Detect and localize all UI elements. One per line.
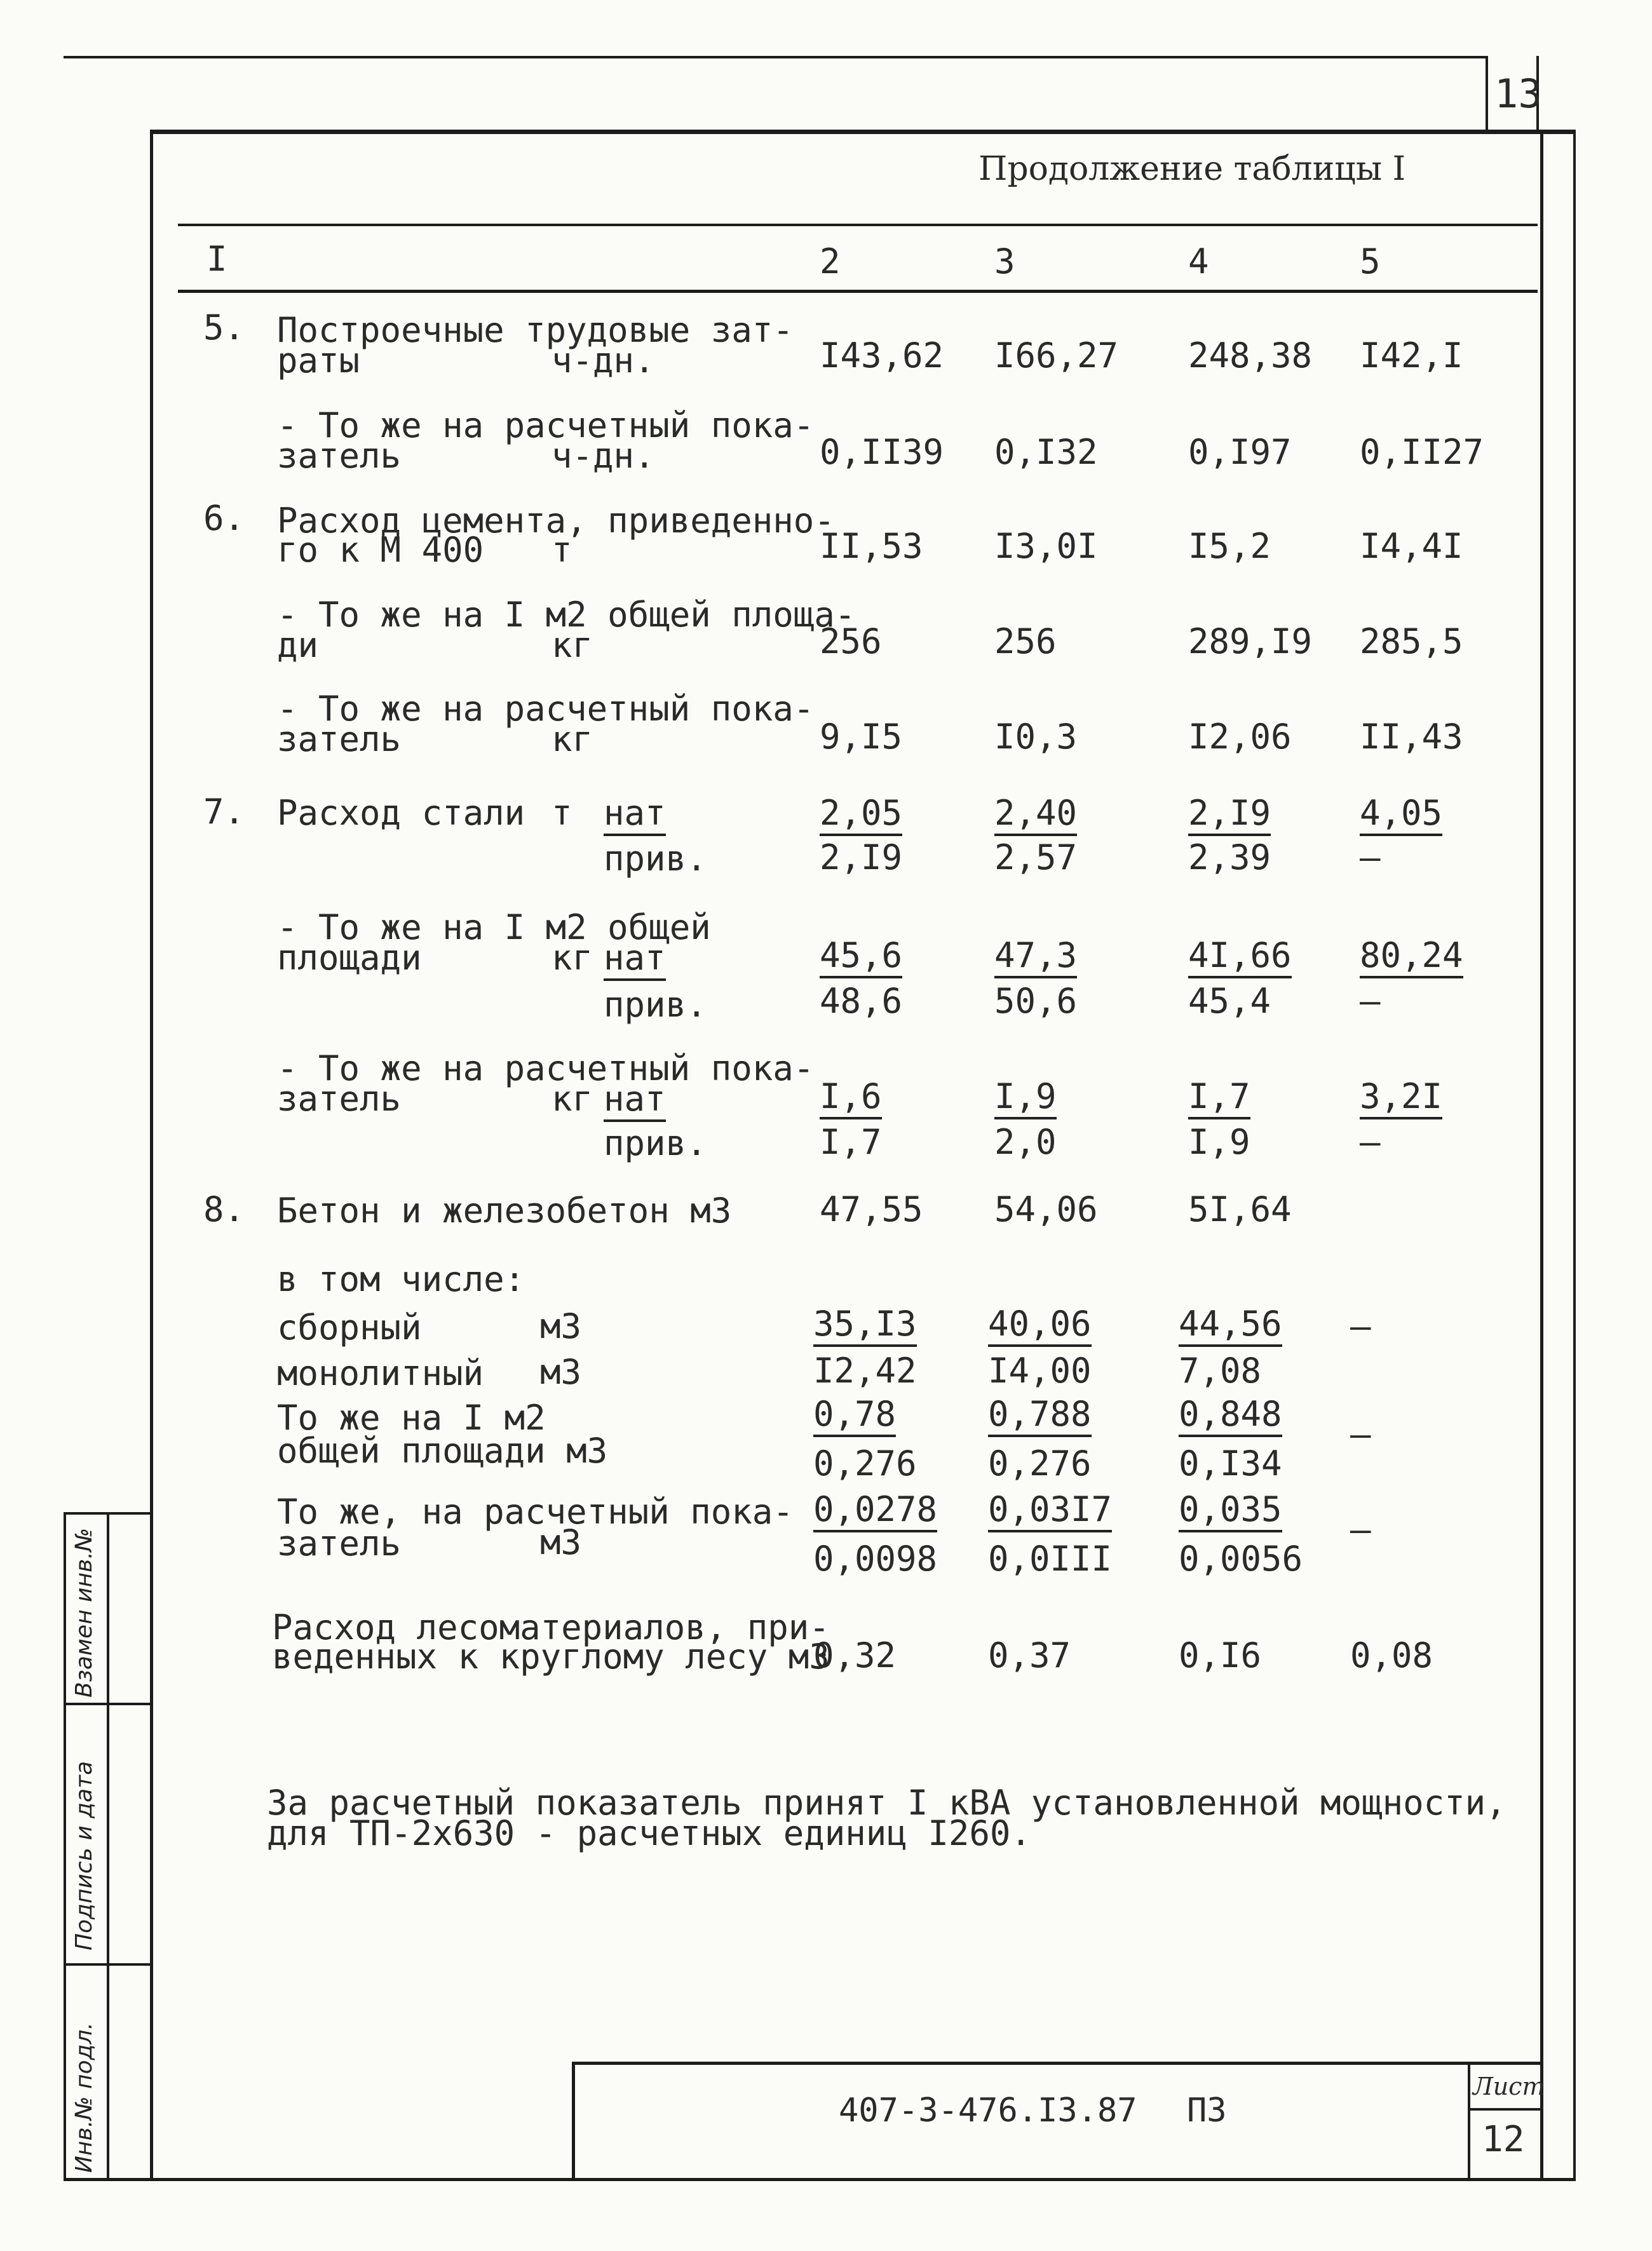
- frame-right: [1540, 130, 1543, 2180]
- column-header-2: 2: [820, 241, 841, 281]
- side-label-inv-original: Инв.№ подл.: [71, 2022, 97, 2173]
- table-rule-top: [178, 224, 1538, 226]
- cell-value: 0,II27: [1360, 432, 1484, 472]
- side-stamp-inner: [107, 1512, 109, 2180]
- cell-value: 0,II39: [820, 432, 944, 472]
- cell-value-priv: I,7: [820, 1122, 882, 1162]
- row-label-line1: То же, на расчетный пока-: [277, 1492, 794, 1532]
- cell-value-top: 0,035: [1179, 1491, 1282, 1532]
- note-line2: для ТП-2х630 - расчетных единиц I260.: [267, 1813, 1031, 1853]
- title-block-left: [572, 2062, 575, 2180]
- side-label-signature-date: Подпись и дата: [71, 1761, 97, 1950]
- cell-value-top: 40,06: [988, 1305, 1092, 1347]
- row-label-line2: раты: [277, 341, 360, 381]
- side-stamp-left: [64, 1512, 66, 2180]
- cell-value: I5,2: [1188, 526, 1271, 566]
- row-label-line2: ди: [277, 625, 319, 665]
- cell-value-bottom: 0,276: [813, 1443, 917, 1484]
- cell-value-bottom: 0,0098: [813, 1539, 938, 1579]
- row-unit: кг: [552, 1079, 593, 1119]
- cell-value: 289,I9: [1188, 621, 1313, 661]
- top-rule: [64, 56, 1487, 58]
- row-label-line1: - То же на расчетный пока-: [277, 1048, 815, 1088]
- cell-value-bottom: I2,42: [813, 1351, 917, 1391]
- column-header-3: 3: [994, 241, 1015, 281]
- cell-value-bottom: 0,0056: [1179, 1539, 1303, 1579]
- row-unit: кг: [552, 719, 593, 759]
- cell-value: 285,5: [1360, 621, 1463, 661]
- cell-value-top: 0,788: [988, 1395, 1092, 1437]
- cell-value: I42,I: [1360, 335, 1463, 375]
- cell-value-priv: –: [1360, 981, 1381, 1021]
- cell-value-nat: 2,40: [994, 794, 1077, 836]
- table-rule-header-bottom: [178, 290, 1538, 293]
- page-number-box-left: [1486, 56, 1488, 131]
- frame-left: [150, 130, 153, 2180]
- cell-value-priv: 45,4: [1188, 981, 1271, 1021]
- row-number: 5.: [203, 308, 245, 348]
- frame-top: [150, 130, 1573, 134]
- cell-value: I2,06: [1188, 717, 1292, 757]
- cell-value: I43,62: [820, 335, 944, 375]
- column-header-4: 4: [1188, 241, 1209, 281]
- cell-value-nat: 4,05: [1360, 794, 1442, 836]
- cell-value: –: [1350, 1414, 1371, 1454]
- cell-value: I3,0I: [994, 526, 1098, 566]
- row-label-line2: затель: [277, 436, 402, 476]
- cell-value-nat: 47,3: [994, 936, 1077, 978]
- sheet-number: 12: [1482, 2119, 1525, 2160]
- sheet-label: Лист: [1473, 2072, 1545, 2100]
- cell-value-top: 0,03I7: [988, 1491, 1112, 1532]
- side-stamp-div1: [64, 1703, 152, 1705]
- row-unit: м3: [540, 1352, 582, 1392]
- row-number: 8.: [203, 1189, 245, 1229]
- row-label-line2: веденных к круглому лесу м3: [272, 1637, 830, 1677]
- cell-value: I4,4I: [1360, 526, 1463, 566]
- cell-value: 0,I6: [1179, 1635, 1262, 1675]
- table-continuation-title: Продолжение таблицы I: [978, 150, 1406, 188]
- cell-value-nat: 2,05: [820, 794, 902, 836]
- priv-label: прив.: [604, 1123, 707, 1163]
- row-unit: ч-дн.: [552, 341, 655, 381]
- cell-value-bottom: I4,00: [988, 1351, 1092, 1391]
- cell-value: 47,55: [820, 1189, 923, 1229]
- cell-value: 9,I5: [820, 717, 903, 757]
- document-type: ПЗ: [1187, 2092, 1227, 2130]
- cell-value-priv: 2,I9: [820, 837, 903, 877]
- cell-value: 54,06: [994, 1189, 1098, 1229]
- cell-value-bottom: 0,0III: [988, 1539, 1113, 1579]
- row-unit: т: [552, 530, 572, 570]
- row-label-line1: Построечные трудовые зат-: [277, 310, 794, 350]
- cell-value-priv: 50,6: [994, 981, 1078, 1021]
- row-label: в том числе:: [277, 1259, 525, 1299]
- note-line1: За расчетный показатель принят I кВА установленной мощности,: [267, 1783, 1506, 1823]
- row-unit: м3: [540, 1306, 582, 1346]
- row-label-line1: То же на I м2: [277, 1398, 546, 1438]
- cell-value: 256: [994, 621, 1057, 661]
- row-label-line2: общей площади м3: [277, 1431, 608, 1471]
- frame-bottom: [64, 2178, 1576, 2181]
- row-number: 6.: [203, 498, 245, 538]
- sheet-box-left: [1468, 2062, 1470, 2180]
- column-header-5: 5: [1360, 241, 1381, 281]
- nat-label: нат: [604, 1080, 666, 1122]
- sheet-box-mid: [1468, 2108, 1543, 2111]
- row-unit: т: [552, 793, 572, 833]
- row-label-line1: - То же на I м2 общей площа-: [277, 595, 856, 635]
- row-label-line2: площади: [277, 938, 422, 978]
- side-stamp-top: [64, 1512, 152, 1515]
- row-label-line1: - То же на расчетный пока-: [277, 689, 815, 729]
- row-unit: кг: [552, 938, 593, 978]
- cell-value: 256: [820, 621, 882, 661]
- row-unit: м3: [540, 1522, 582, 1562]
- nat-label: нат: [604, 794, 666, 836]
- cell-value-top: 0,78: [813, 1395, 896, 1437]
- row-label-line2: монолитный: [277, 1353, 484, 1393]
- row-unit: кг: [552, 625, 593, 665]
- row-label-line1: - То же на расчетный пока-: [277, 405, 815, 445]
- cell-value-priv: I,9: [1188, 1122, 1250, 1162]
- row-label: Бетон и железобетон м3: [277, 1191, 732, 1231]
- nat-label: нат: [604, 939, 666, 981]
- priv-label: прив.: [604, 839, 707, 879]
- row-label-line2: затель: [277, 1079, 402, 1119]
- cell-value: 0,32: [813, 1635, 897, 1675]
- row-label-line1: сборный: [277, 1308, 422, 1348]
- cell-value: 0,08: [1350, 1635, 1433, 1675]
- cell-value-nat: I,7: [1188, 1078, 1250, 1119]
- cell-value: I0,3: [994, 717, 1078, 757]
- cell-value-priv: 48,6: [820, 981, 903, 1021]
- side-stamp-div2: [64, 1963, 152, 1966]
- title-block-top: [572, 2062, 1543, 2065]
- cell-value-priv: 2,57: [994, 837, 1078, 877]
- frame-right-outer: [1573, 130, 1576, 2180]
- row-number: 7.: [203, 792, 245, 832]
- cell-value-nat: 80,24: [1360, 936, 1463, 978]
- cell-value-priv: –: [1360, 1122, 1381, 1162]
- row-unit: ч-дн.: [552, 436, 655, 476]
- cell-value: 0,I97: [1188, 432, 1292, 472]
- cell-value-nat: I,9: [994, 1078, 1057, 1119]
- cell-value-nat: 45,6: [820, 936, 902, 978]
- cell-value: II,53: [820, 526, 923, 566]
- cell-value: I66,27: [994, 335, 1119, 375]
- cell-value: 5I,64: [1188, 1189, 1292, 1229]
- cell-value-top: 44,56: [1179, 1305, 1282, 1347]
- row-label-line1: Расход цемента, приведенно-: [277, 501, 835, 541]
- cell-value: II,43: [1360, 717, 1463, 757]
- cell-value-bottom: 0,I34: [1179, 1443, 1282, 1484]
- cell-value: 248,38: [1188, 335, 1313, 375]
- priv-label: прив.: [604, 985, 707, 1025]
- cell-value: –: [1350, 1306, 1371, 1346]
- cell-value-top: 0,848: [1179, 1395, 1282, 1437]
- cell-value: 0,I32: [994, 432, 1098, 472]
- column-header-1: I: [207, 239, 227, 279]
- cell-value-nat: I,6: [820, 1078, 882, 1119]
- cell-value-bottom: 0,276: [988, 1443, 1092, 1484]
- cell-value-top: 35,I3: [813, 1305, 917, 1347]
- row-label-line1: - То же на I м2 общей: [277, 907, 711, 947]
- row-label-line2: затель: [277, 1524, 402, 1564]
- cell-value-priv: 2,0: [994, 1122, 1057, 1162]
- document-code: 407-3-476.I3.87: [839, 2092, 1137, 2130]
- cell-value: –: [1350, 1510, 1371, 1550]
- page-number: 13: [1494, 71, 1542, 117]
- row-label-line1: Расход стали: [277, 793, 525, 833]
- cell-value-priv: 2,39: [1188, 837, 1271, 877]
- row-label-line2: затель: [277, 719, 402, 759]
- cell-value-top: 0,0278: [813, 1491, 937, 1532]
- cell-value-bottom: 7,08: [1179, 1351, 1262, 1391]
- row-label-line2: го к М 400: [277, 530, 484, 570]
- cell-value-priv: –: [1360, 837, 1381, 877]
- cell-value-nat: 3,2I: [1360, 1078, 1442, 1119]
- cell-value-nat: 4I,66: [1188, 936, 1292, 978]
- cell-value: 0,37: [988, 1635, 1071, 1675]
- row-label-line1: Расход лесоматериалов, при-: [272, 1607, 830, 1647]
- cell-value-nat: 2,I9: [1188, 794, 1271, 836]
- side-label-replaced-inv: Взамен инв.№: [71, 1527, 97, 1698]
